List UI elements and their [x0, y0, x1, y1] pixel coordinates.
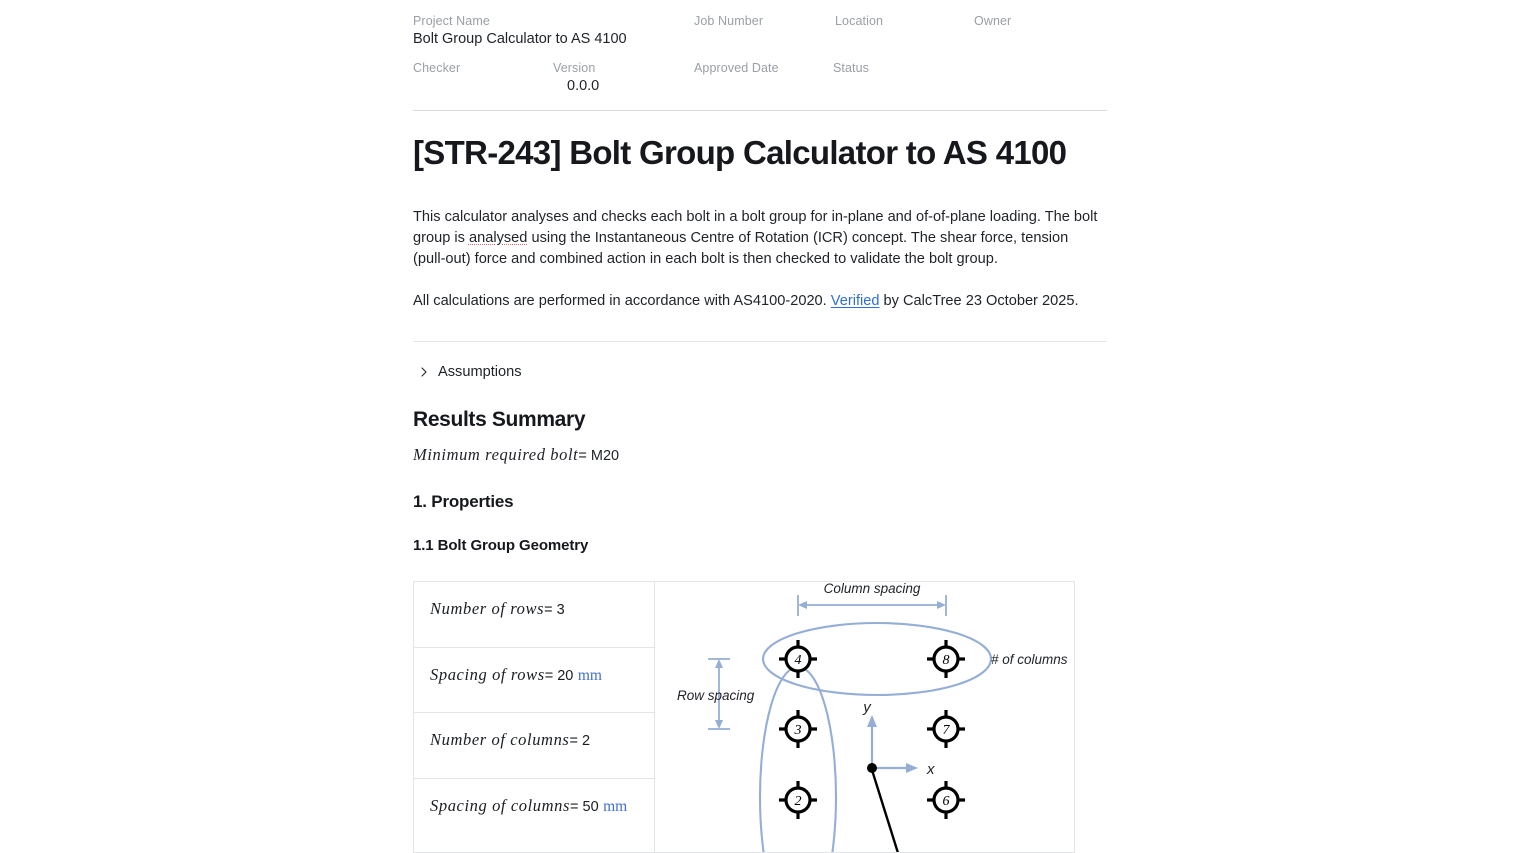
meta-value[interactable] [413, 76, 553, 96]
param-value: = 3 [544, 602, 565, 619]
properties-heading: 1. Properties [413, 492, 514, 512]
axis-y-label: y [863, 699, 871, 717]
table-row[interactable] [414, 582, 654, 648]
document-meta-header [413, 0, 1107, 96]
bolt-number: 8 [942, 653, 950, 669]
bolt-marker[interactable] [927, 710, 965, 748]
results-summary-heading: Results Summary [413, 408, 586, 432]
table-row[interactable] [414, 779, 654, 845]
meta-value[interactable]: Bolt Group Calculator to AS 4100 [413, 31, 627, 47]
meta-field-project-name[interactable] [413, 14, 627, 49]
bolt-number: 7 [942, 723, 950, 739]
meta-field-location[interactable] [835, 14, 974, 49]
meta-field-status[interactable] [833, 61, 1013, 96]
param-unit: mm [603, 797, 628, 815]
bolt-marker[interactable] [779, 710, 817, 748]
bolt-number: 4 [794, 653, 802, 669]
table-row[interactable] [414, 648, 654, 714]
assumptions-label: Assumptions [438, 364, 522, 381]
page-title: [STR-243] Bolt Group Calculator to AS 4100 [413, 134, 1067, 171]
meta-field-checker[interactable] [413, 61, 553, 96]
bolt-number: 6 [942, 794, 950, 810]
param-value: = 50 [570, 798, 599, 815]
axis-x-label: x [927, 761, 935, 779]
meta-label: Job Number [694, 14, 764, 28]
verification-text-b: by CalcTree 23 October 2025. [879, 293, 1079, 310]
local-axes [867, 715, 918, 853]
rows-highlight-ellipse [760, 667, 836, 853]
bolt-marker[interactable] [927, 640, 965, 678]
document-page [413, 0, 1107, 853]
bolt-group-diagram [655, 582, 1075, 852]
meta-field-job-number[interactable] [694, 14, 835, 49]
param-symbol: Number of rows [430, 599, 545, 619]
bolt-group-geometry-panel [413, 581, 1075, 853]
meta-label: Project Name [413, 14, 490, 28]
icr-leader-line [872, 770, 898, 853]
meta-label: Location [835, 14, 884, 28]
bolt-marker[interactable] [779, 781, 817, 819]
intro-paragraph-1 [413, 207, 1103, 269]
intro-paragraph-2 [413, 291, 1103, 312]
section-divider [413, 341, 1107, 342]
geometry-parameters-table [414, 582, 655, 852]
param-symbol: Spacing of rows [430, 664, 545, 684]
meta-label: Approved Date [694, 61, 779, 75]
param-symbol: Spacing of columns [430, 795, 571, 815]
meta-row-1 [413, 14, 1107, 49]
bolt-number: 2 [794, 794, 802, 810]
verified-link[interactable]: Verified [830, 293, 880, 310]
header-divider [413, 110, 1107, 111]
meta-value[interactable]: 0.0.0 [567, 78, 600, 94]
intro-text-a: This calculator analyses and checks each bolt in a bolt group for in-plane and of-of-plane loading. The bolt group is [413, 209, 1098, 246]
bolt-marker[interactable] [927, 781, 965, 819]
min-required-bolt-result [413, 445, 1107, 466]
num-columns-label: # of columns [991, 652, 1068, 668]
param-unit: mm [577, 666, 602, 684]
column-spacing-dimension [798, 595, 946, 616]
table-row[interactable] [414, 713, 654, 779]
assumptions-toggle[interactable] [413, 363, 522, 381]
verification-text-a: All calculations are performed in accordance with AS4100-2020. [413, 293, 831, 310]
meta-label: Version [553, 61, 596, 75]
param-value: = 2 [569, 733, 591, 750]
math-value: = M20 [578, 448, 620, 465]
bolt-marker[interactable] [779, 640, 817, 678]
row-spacing-label: Row spacing [677, 688, 755, 704]
meta-label: Checker [413, 61, 461, 75]
math-symbol: Minimum required bolt [413, 445, 579, 465]
spellcheck-word: analysed [468, 229, 528, 246]
param-symbol: Number of columns [430, 730, 570, 750]
bolt-number: 3 [794, 723, 802, 739]
chevron-right-icon [418, 366, 430, 378]
meta-field-approved-date[interactable] [694, 61, 833, 96]
meta-label: Owner [974, 14, 1012, 28]
bolt-group-geometry-heading: 1.1 Bolt Group Geometry [413, 537, 589, 555]
column-spacing-label: Column spacing [823, 582, 921, 597]
meta-label: Status [833, 61, 870, 75]
meta-field-version[interactable] [553, 61, 694, 96]
meta-row-2 [413, 61, 1107, 96]
meta-field-owner[interactable] [974, 14, 1154, 49]
intro-text-b: using the Instantaneous Centre of Rotation (ICR) concept. The shear force, tension (pull-out) force and combined action in each bolt is then checked to validate the bolt group. [413, 229, 1069, 267]
bolt-group-svg [655, 582, 1075, 853]
param-value: = 20 [544, 667, 574, 684]
